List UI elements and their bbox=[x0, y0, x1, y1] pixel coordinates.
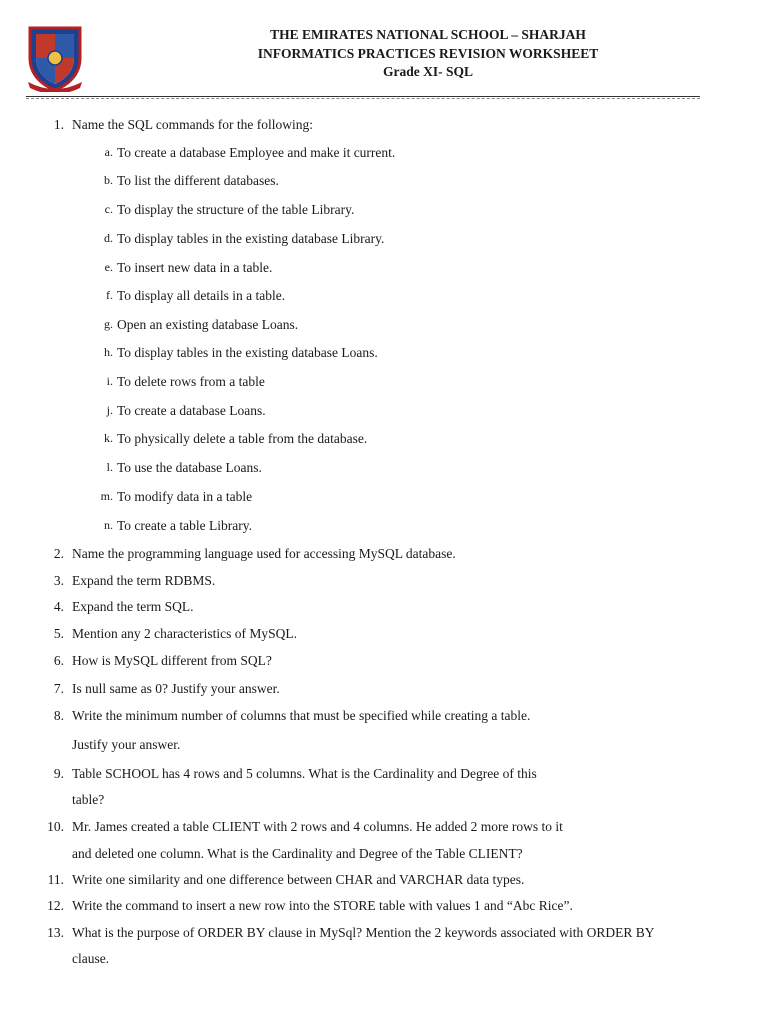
question-7 bbox=[53, 681, 280, 697]
question-number: 2. bbox=[53, 546, 64, 561]
sub-letter: j. bbox=[106, 403, 113, 417]
sub-letter: f. bbox=[106, 288, 113, 302]
question-number: 1. bbox=[53, 117, 64, 132]
question-text: Mr. James created a table CLIENT with 2 rows and 4 columns. He added 2 more rows to it bbox=[72, 819, 563, 834]
question-text: How is MySQL different from SQL? bbox=[72, 653, 272, 668]
question-number: 11. bbox=[47, 872, 64, 887]
sub-question-d bbox=[104, 231, 385, 247]
sub-text: To modify data in a table bbox=[117, 489, 253, 504]
worksheet-title: INFORMATICS PRACTICES REVISION WORKSHEET bbox=[257, 45, 599, 61]
sub-question-k bbox=[104, 431, 368, 447]
question-9 bbox=[53, 766, 537, 782]
sub-letter: m. bbox=[100, 489, 113, 503]
grade-subject: Grade XI- SQL bbox=[382, 64, 473, 79]
question-text: Name the SQL commands for the following: bbox=[72, 117, 313, 132]
sub-letter: e. bbox=[104, 260, 113, 274]
question-12 bbox=[47, 898, 573, 914]
sub-text: Open an existing database Loans. bbox=[117, 317, 299, 332]
question-text: Is null same as 0? Justify your answer. bbox=[72, 681, 280, 696]
question-number: 7. bbox=[53, 681, 64, 696]
sub-text: To list the different databases. bbox=[117, 173, 279, 188]
question-text: Write one similarity and one difference between CHAR and VARCHAR data types. bbox=[72, 872, 525, 887]
question-number: 6. bbox=[53, 653, 64, 668]
question-text: Write the minimum number of columns that must be specified while creating a table. bbox=[72, 708, 531, 723]
sub-text: To create a database Loans. bbox=[117, 403, 266, 418]
sub-letter: k. bbox=[104, 431, 113, 445]
sub-letter: g. bbox=[104, 317, 113, 331]
sub-question-a bbox=[104, 145, 396, 161]
question-text: Name the programming language used for accessing MySQL database. bbox=[72, 546, 456, 561]
question-1 bbox=[53, 117, 313, 133]
sub-letter: h. bbox=[104, 345, 113, 359]
question-text: Expand the term RDBMS. bbox=[72, 573, 216, 588]
question-number: 4. bbox=[53, 599, 64, 614]
sub-text: To delete rows from a table bbox=[117, 374, 265, 389]
sub-question-f bbox=[106, 288, 286, 304]
question-number: 5. bbox=[53, 626, 64, 641]
sub-text: To display tables in the existing database Library. bbox=[117, 231, 385, 246]
question-8-continued: Justify your answer. bbox=[72, 737, 181, 752]
sub-text: To display the structure of the table Library. bbox=[117, 202, 355, 217]
question-8 bbox=[53, 708, 531, 724]
question-10 bbox=[47, 819, 563, 835]
sub-text: To create a table Library. bbox=[117, 518, 252, 533]
question-number: 3. bbox=[53, 573, 64, 588]
question-text: Table SCHOOL has 4 rows and 5 columns. What is the Cardinality and Degree of this bbox=[72, 766, 537, 781]
sub-text: To insert new data in a table. bbox=[117, 260, 273, 275]
school-name: THE EMIRATES NATIONAL SCHOOL – SHARJAH bbox=[270, 27, 586, 42]
question-11 bbox=[47, 872, 525, 888]
question-text: Write the command to insert a new row into the STORE table with values 1 and “Abc Rice”. bbox=[72, 898, 573, 913]
question-9-continued: table? bbox=[72, 792, 105, 807]
sub-question-n bbox=[104, 518, 252, 534]
sub-question-e bbox=[104, 260, 273, 276]
question-13 bbox=[47, 925, 655, 941]
question-3 bbox=[53, 573, 216, 589]
question-number: 10. bbox=[47, 819, 64, 834]
sub-question-l bbox=[106, 460, 262, 476]
sub-question-g bbox=[104, 317, 299, 333]
sub-text: To create a database Employee and make it current. bbox=[117, 145, 396, 160]
question-number: 13. bbox=[47, 925, 64, 940]
header-divider bbox=[26, 96, 700, 97]
sub-text: To display tables in the existing database Loans. bbox=[117, 345, 378, 360]
sub-letter: n. bbox=[104, 518, 113, 532]
sub-text: To use the database Loans. bbox=[117, 460, 262, 475]
sub-question-b bbox=[104, 173, 279, 189]
sub-question-j bbox=[106, 403, 266, 419]
sub-letter: c. bbox=[104, 202, 113, 216]
sub-question-m bbox=[100, 489, 253, 505]
question-13-continued: clause. bbox=[72, 951, 110, 966]
sub-text: To display all details in a table. bbox=[117, 288, 286, 303]
question-text: Mention any 2 characteristics of MySQL. bbox=[72, 626, 297, 641]
sub-question-h bbox=[104, 345, 378, 361]
sub-question-i bbox=[106, 374, 265, 390]
question-5 bbox=[53, 626, 297, 642]
question-10-continued: and deleted one column. What is the Cardinality and Degree of the Table CLIENT? bbox=[72, 846, 523, 861]
sub-text: To physically delete a table from the database. bbox=[117, 431, 368, 446]
question-4 bbox=[53, 599, 194, 615]
header-divider-dashed bbox=[26, 98, 700, 99]
question-text: Expand the term SQL. bbox=[72, 599, 194, 614]
question-number: 12. bbox=[47, 898, 64, 913]
question-2 bbox=[53, 546, 456, 562]
sub-letter: a. bbox=[104, 145, 113, 159]
question-number: 9. bbox=[53, 766, 64, 781]
sub-letter: i. bbox=[106, 374, 113, 388]
question-6 bbox=[53, 653, 272, 669]
sub-letter: d. bbox=[104, 231, 113, 245]
sub-question-c bbox=[104, 202, 355, 218]
sub-letter: l. bbox=[106, 460, 113, 474]
sub-letter: b. bbox=[104, 173, 113, 187]
worksheet-header bbox=[0, 26, 768, 82]
question-number: 8. bbox=[53, 708, 64, 723]
question-text: What is the purpose of ORDER BY clause in MySql? Mention the 2 keywords associated with ORDER BY bbox=[72, 925, 655, 940]
